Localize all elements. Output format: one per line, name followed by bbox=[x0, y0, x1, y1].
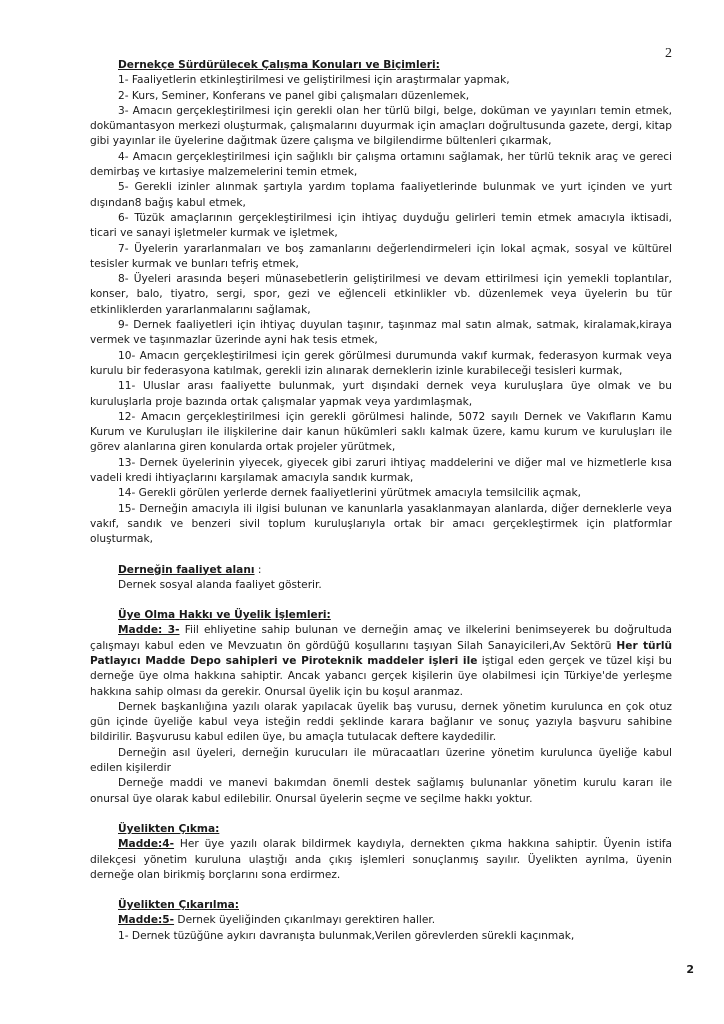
section-heading-membership: Üye Olma Hakkı ve Üyelik İşlemleri: bbox=[118, 609, 331, 622]
list-item: 13- Dernek üyelerinin yiyecek, giyecek gibi zaruri ihtiyaç maddelerini ve diğer mal ve hizmetlerle kısa vadeli kredi ihtiyaçlarını karşılamak amacıyla sandık kurmak, bbox=[90, 456, 672, 485]
paragraph: Dernek başkanlığına yazılı olarak yapılacak üyelik baş vurusu, dernek yönetim kurulunca en çok otuz gün içinde üyeliğe kabul veya isteğin reddi şeklinde karara bağlanır ve sonuç yazıyla başvuru sahibine bildirilir. Başvurusu kabul edilen üye, bu amaçla tutulacak deftere kaydedilir. bbox=[90, 700, 672, 744]
article-label: Madde:4- bbox=[118, 838, 175, 851]
article-text: Dernek üyeliğinden çıkarılmayı gerektiren haller. bbox=[174, 914, 436, 927]
list-item: 10- Amacın gerçekleştirilmesi için gerek görülmesi durumunda vakıf kurmak, federasyon kurmak veya kurulu bir federasyona katılmak, gerekli izin alınarak derneklerin izinle kurabileceği tesisleri kurmak, bbox=[90, 349, 672, 377]
list-item: 4- Amacın gerçekleştirilmesi için sağlıklı bir çalışma ortamını sağlamak, her türlü teknik araç ve gereci demirbaş ve kırtasiye malzemelerini temin etmek, bbox=[90, 150, 672, 179]
list-item: 15- Derneğin amacıyla ili ilgisi bulunan ve kanunlarla yasaklanmayan alanlarda, diğer derneklerle veya vakıf, sandık ve benzeri sivil toplum kuruluşlarıyla ortak bir amacı gerçekleştirmek için platformlar oluşturmak, bbox=[90, 502, 672, 546]
activity-area-text: Dernek sosyal alanda faaliyet gösterir. bbox=[118, 578, 322, 591]
list-item: 9- Dernek faaliyetleri için ihtiyaç duyulan taşınır, taşınmaz mal satın almak, satmak, kiralamak,kiraya vermek ve taşınmazlar üzerinde ayni hak tesis etmek, bbox=[90, 319, 672, 347]
article-text: Fiil ehliyetine sahip bulunan ve derneğin amaç ve ilkelerini benimseyerek bu doğrultuda çalışmayı kabul eden ve Mevzuatın ön gördüğü koşullarını taşıyan Silah Sanayicileri,Av Sektörü bbox=[90, 624, 672, 652]
list-item: 14- Gerekli görülen yerlerde dernek faaliyetlerini yürütmek amacıyla temsilcilik açmak, bbox=[118, 487, 581, 500]
section-heading-resignation: Üyelikten Çıkma: bbox=[118, 822, 220, 835]
list-item: 11- Uluslar arası faaliyette bulunmak, yurt dışındaki dernek veya kuruluşlara üye olmak ve bu kuruluşlarla proje bazında ortak çalışmalar yapmak veya yardımlaşmak, bbox=[90, 380, 672, 408]
list-item: 2- Kurs, Seminer, Konferans ve panel gibi çalışmaları düzenlemek, bbox=[118, 89, 470, 102]
article-3-paragraph bbox=[90, 623, 672, 699]
list-item: 7- Üyelerin yararlanmaları ve boş zamanlarını değerlendirmeleri için lokal açmak, sosyal ve kültürel tesisler kurmak ve bunları tefriş etmek, bbox=[90, 242, 672, 270]
section-heading-expulsion: Üyelikten Çıkarılma: bbox=[118, 899, 239, 912]
article-label: Madde: 3- bbox=[118, 624, 180, 637]
document-body bbox=[90, 58, 672, 944]
article-5-paragraph bbox=[90, 913, 672, 928]
list-item: 1- Dernek tüzüğüne aykırı davranışta bulunmak,Verilen görevlerden sürekli kaçınmak, bbox=[118, 929, 575, 942]
paragraph: Derneğin asıl üyeleri, derneğin kurucuları ile müracaatları üzerine yönetim kurulunca üyeliğe kabul edilen kişilerdir bbox=[90, 746, 672, 775]
article-label: Madde:5- bbox=[118, 914, 175, 927]
list-item: 6- Tüzük amaçlarının gerçekleştirilmesi için ihtiyaç duyduğu gelirleri temin etmek amacıyla iktisadi, ticari ve sanayi işletmeler kurmak ve işletmek, bbox=[90, 211, 672, 240]
article-4-paragraph bbox=[90, 837, 672, 883]
article-text: Her üye yazılı olarak bildirmek kaydıyla, dernekten çıkma hakkına sahiptir. Üyenin istifa dilekçesi yönetim kuruluna ulaştığı anda çıkış işlemleri sonuçlanmış sayılır. Üyelikten ayrılma, üyenin derneğe olan birikmiş borçlarını sona erdirmez. bbox=[90, 838, 672, 881]
paragraph: Derneğe maddi ve manevi bakımdan önemli destek sağlamış bulunanlar yönetim kurulu kararı ile onursal üye olarak kabul edilebilir. Onursal üyelerin seçme ve seçilme hakkı yoktur. bbox=[90, 777, 672, 805]
article-bold-text: Her türlü Patlayıcı Madde Depo sahipleri ve Piroteknik maddeler işleri ile bbox=[90, 639, 672, 667]
heading-text: Derneğin faaliyet alanı bbox=[118, 563, 255, 576]
article-text: iştigal eden gerçek ve tüzel kişi bu derneğe üye olma hakkına sahiptir. Ancak yabancı gerçek kişilerin üye olabilmesi için Türkiye'de yerleşme hakkına sahip olması da gerekir. Onursal üyelik için bu koşul aranmaz. bbox=[90, 654, 672, 698]
list-item: 5- Gerekli izinler alınmak şartıyla yardım toplama faaliyetlerinde bulunmak ve yurt içinden ve yurt dışından8 bağış kabul etmek, bbox=[90, 181, 672, 209]
list-item: 1- Faaliyetlerin etkinleştirilmesi ve geliştirilmesi için araştırmalar yapmak, bbox=[118, 74, 510, 87]
page-number: 2 bbox=[665, 46, 672, 61]
list-item: 12- Amacın gerçekleştirilmesi için gerekli görülmesi halinde, 5072 sayılı Dernek ve Vakıfların Kamu Kurum ve Kuruluşları ile ilişkilerine dair kanun hükümleri saklı kalmak üzere, kamu kurum ve kuruluşları ile görev alanlarına giren konularda ortak projeler yürütmek, bbox=[90, 410, 672, 454]
section-heading-activity-area bbox=[90, 563, 672, 578]
footer-page-number: 2 bbox=[686, 963, 694, 976]
section-heading-work-topics: Dernekçe Sürdürülecek Çalışma Konuları ve Biçimleri: bbox=[118, 59, 440, 71]
list-item: 3- Amacın gerçekleştirilmesi için gerekli olan her türlü bilgi, belge, doküman ve yayınları temin etmek, dokümantasyon merkezi oluşturmak, çalışmalarını duyurmak için amaçları doğrultusunda gazete, dergi, kitap gibi yayınlar ile üyelerine dağıtmak üzere çalışma ve bilgilendirme bültenleri çıkarmak, bbox=[90, 104, 672, 148]
list-item: 8- Üyeleri arasında beşeri münasebetlerin geliştirilmesi ve devam ettirilmesi için yemekli toplantılar, konser, balo, tiyatro, sergi, spor, gezi ve eğlenceli etkinlikler vb. düzenlemek veya üyelerin bu tür etkinliklerden yararlanmalarını sağlamak, bbox=[90, 273, 672, 316]
heading-suffix: : bbox=[254, 563, 262, 576]
